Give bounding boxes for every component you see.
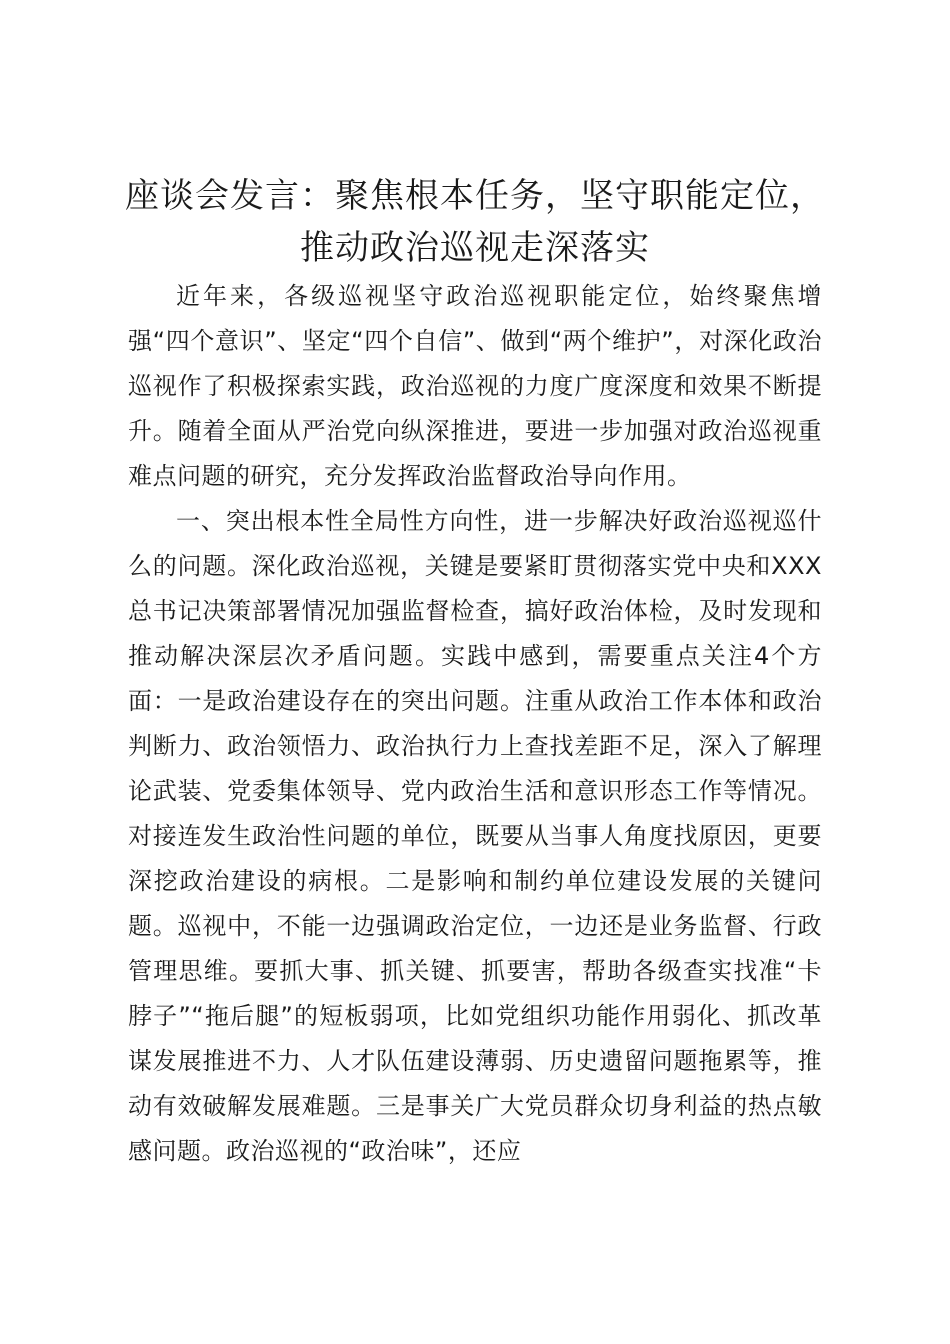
paragraph-intro: 近年来，各级巡视坚守政治巡视职能定位，始终聚焦增强“四个意识”、坚定“四个自信”、做到“两个维护”，对深化政治巡视作了积极探索实践，政治巡视的力度广度深度和效果不断提升。随着全面从严治党向纵深推进，要进一步加强对政治巡视重难点问题的研究，充分发挥政治监督政治导向作用。 — [128, 282, 822, 490]
title-line-2: 推动政治巡视走深落实 — [300, 228, 650, 268]
title-line-1: 座谈会发言：聚焦根本任务，坚守职能定位， — [125, 176, 825, 216]
document-body — [128, 274, 822, 1174]
document-title — [100, 170, 850, 274]
paragraph-section-1: 一、突出根本性全局性方向性，进一步解决好政治巡视巡什么的问题。深化政治巡视，关键是要紧盯贯彻落实党中央和XXX总书记决策部署情况加强监督检查，搞好政治体检，及时发现和推动解决深层次矛盾问题。实践中感到，需要重点关注4个方面：一是政治建设存在的突出问题。注重从政治工作本体和政治判断力、政治领悟力、政治执行力上查找差距不足，深入了解理论武装、党委集体领导、党内政治生活和意识形态工作等情况。对接连发生政治性问题的单位，既要从当事人角度找原因，更要深挖政治建设的病根。二是影响和制约单位建设发展的关键问题。巡视中，不能一边强调政治定位，一边还是业务监督、行政管理思维。要抓大事、抓关键、抓要害，帮助各级查实找准“卡脖子”“拖后腿”的短板弱项，比如党组织功能作用弱化、抓改革谋发展推进不力、人才队伍建设薄弱、历史遗留问题拖累等，推动有效破解发展难题。三是事关广大党员群众切身利益的热点敏感问题。政治巡视的“政治味”，还应 — [128, 507, 822, 1165]
